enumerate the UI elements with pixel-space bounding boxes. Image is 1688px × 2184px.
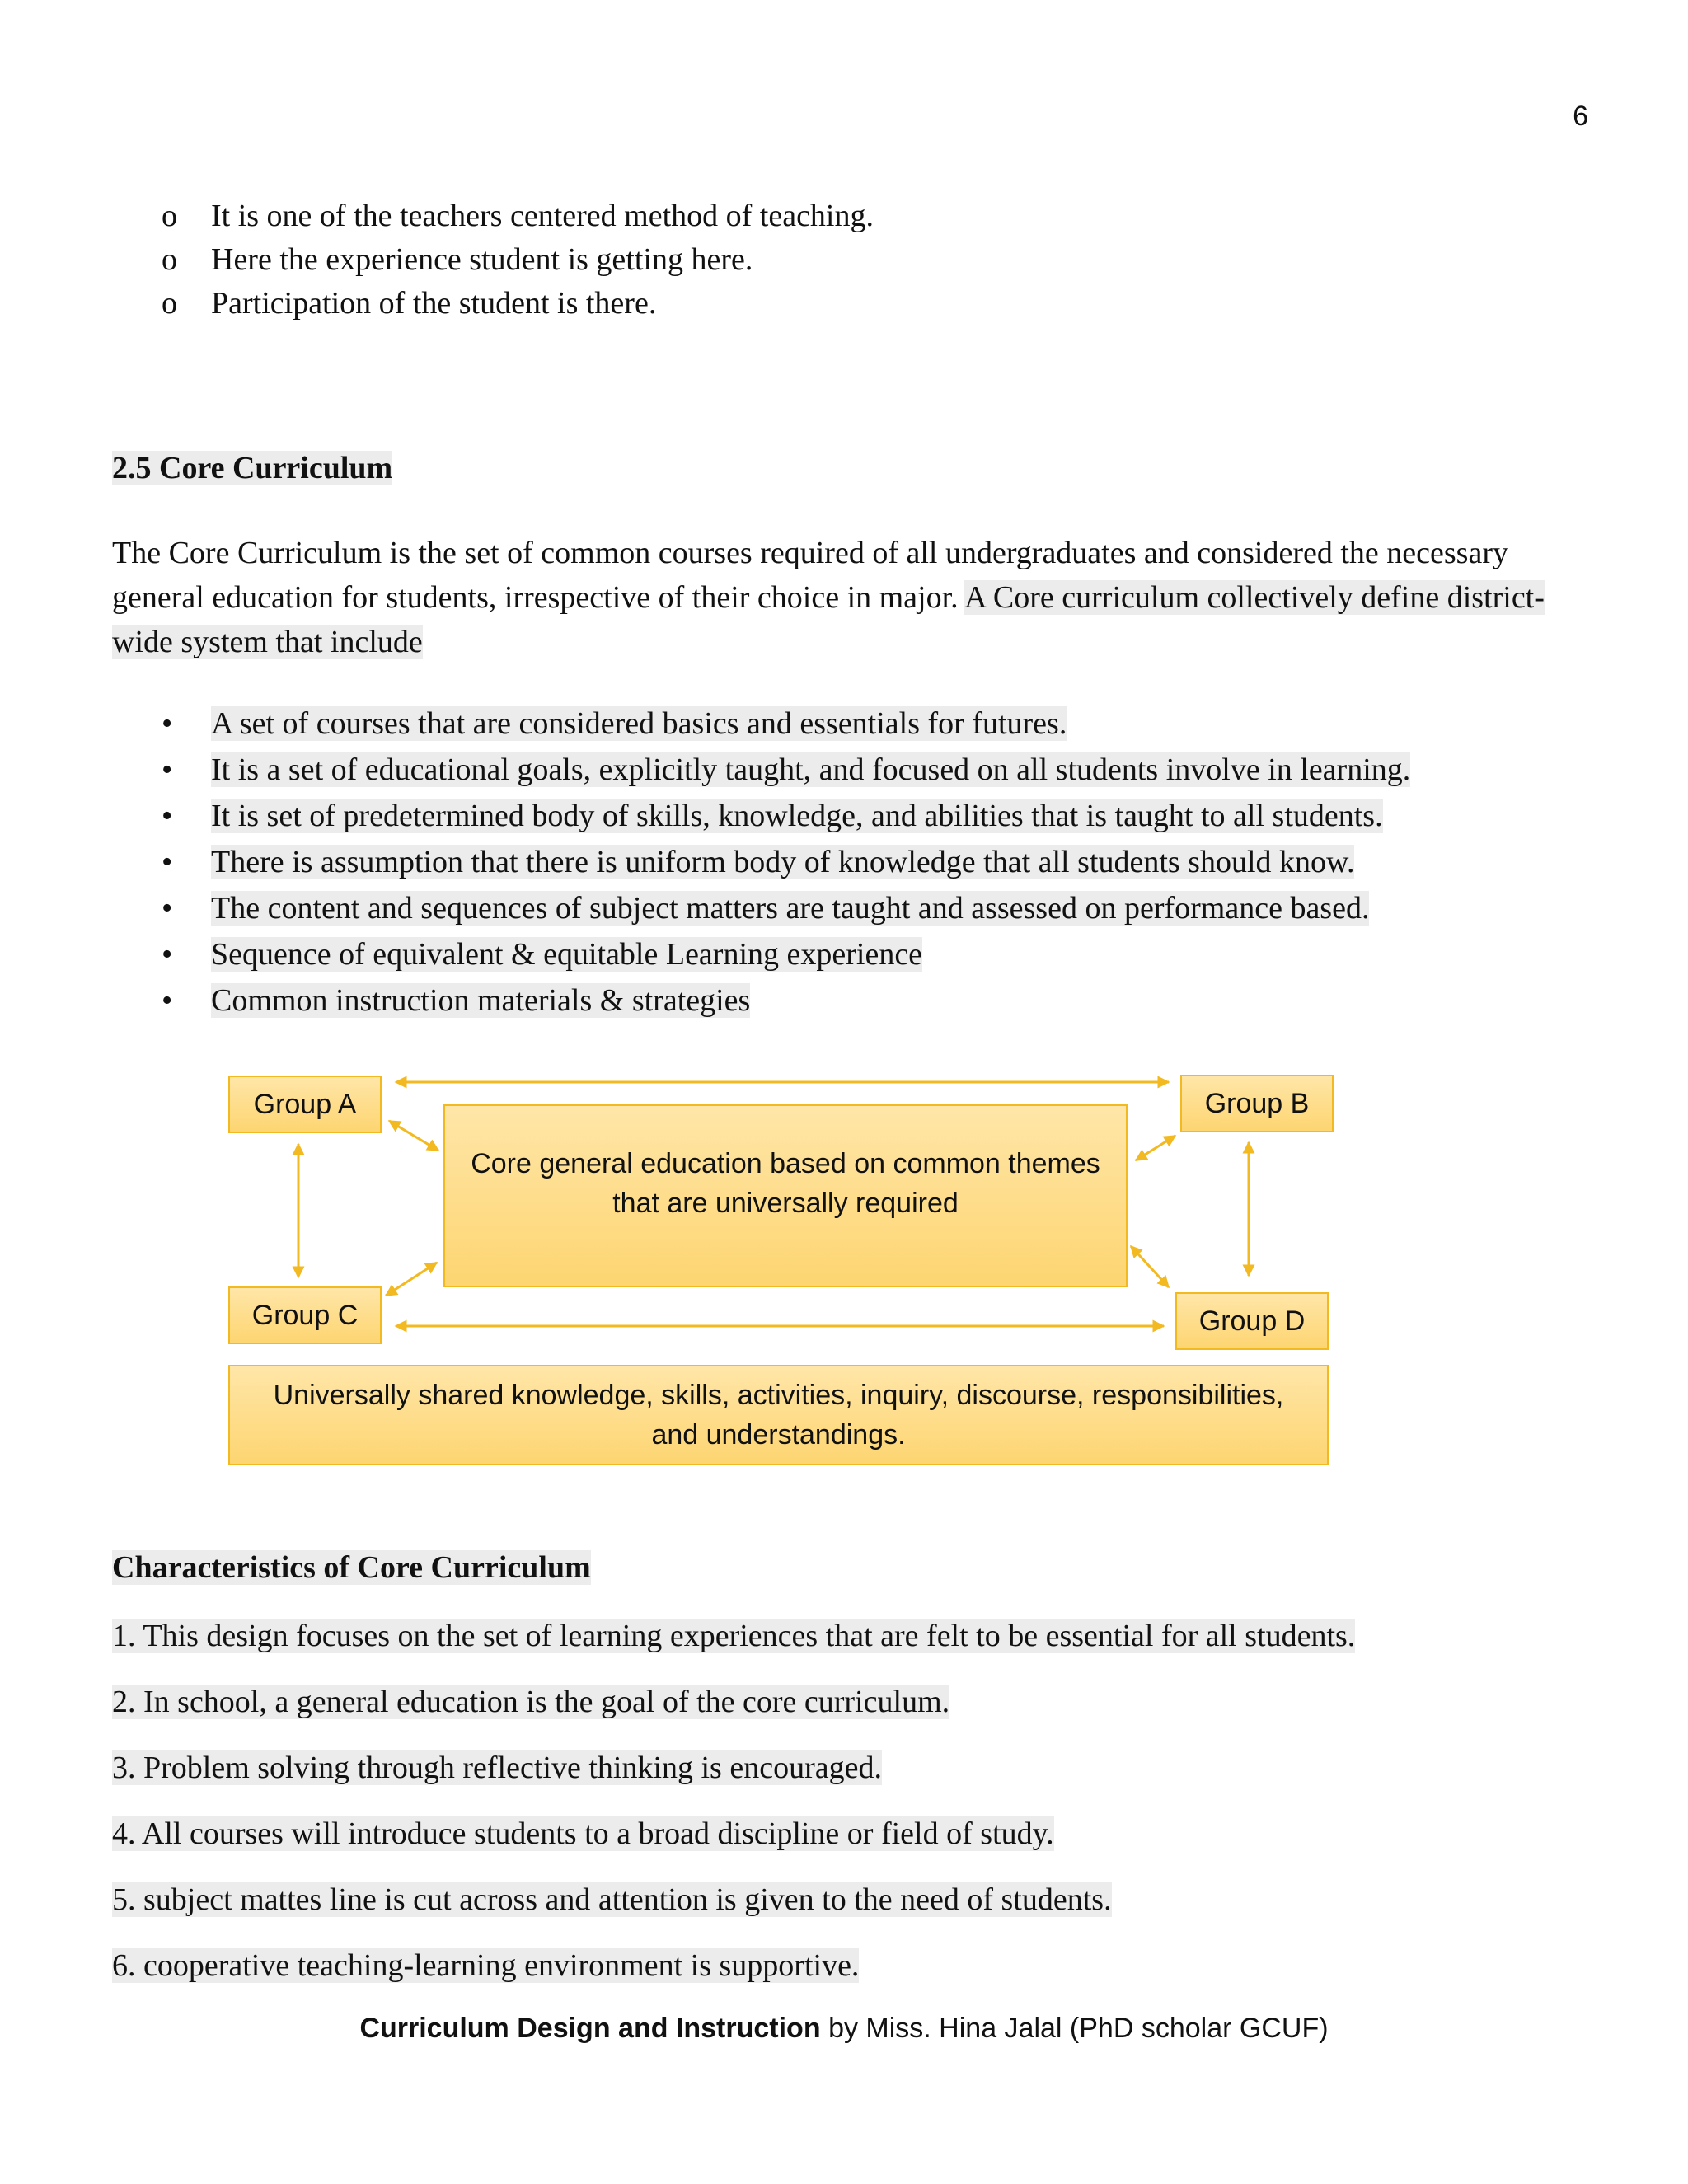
list-item: Here the experience student is getting here. [211,242,753,277]
arrow-d-center [1131,1246,1169,1287]
arrow-a-center [389,1121,438,1151]
group-d-box: Group D [1175,1292,1329,1350]
list-item: The content and sequences of subject matters are taught and assessed on performance based. [211,891,1370,926]
list-item: 4. All courses will introduce students to a broad discipline or field of study. [112,1816,1054,1851]
bullet: • [162,937,173,972]
bullet: • [162,799,173,833]
list-item: 2. In school, a general education is the goal of the core curriculum. [112,1685,950,1719]
bullet: • [162,845,173,879]
arrow-c-center [386,1263,437,1296]
group-a-box: Group A [228,1076,382,1133]
list-item: Participation of the student is there. [211,286,657,321]
section-heading: 2.5 Core Curriculum [112,451,393,485]
arrow-b-center [1136,1136,1175,1160]
footer-byline: by Miss. Hina Jalal (PhD scholar GCUF) [828,2013,1329,2044]
list-item: 3. Problem solving through reflective thinking is encouraged. [112,1750,882,1785]
group-c-box: Group C [228,1286,382,1344]
bullet: • [162,983,173,1018]
list-item: It is a set of educational goals, explicitly taught, and focused on all students involve in learning. [211,752,1411,787]
bullet: • [162,752,173,787]
group-b-box: Group B [1180,1075,1334,1132]
paragraph-highlight: A Core curriculum collectively define district-wide system that include [112,580,1545,659]
characteristics-heading: Characteristics of Core Curriculum [112,1550,591,1585]
list-marker: o [162,286,177,321]
bullet: • [162,706,173,741]
page-number: 6 [1573,101,1588,132]
paragraph-text: The Core Curriculum is the set of common courses required of all undergraduates and considered the necessary general education for students, irrespective of their choice in major. [112,536,1508,615]
list-item: 5. subject mattes line is cut across and attention is given to the need of students. [112,1882,1112,1917]
shared-knowledge-box: Universally shared knowledge, skills, activities, inquiry, discourse, responsibilities, and understandings. [228,1365,1329,1465]
list-item: It is one of the teachers centered method of teaching. [211,199,874,233]
list-item: Common instruction materials & strategies [211,983,751,1018]
list-marker: o [162,199,177,233]
list-item: 6. cooperative teaching-learning environment is supportive. [112,1948,860,1983]
list-item: It is set of predetermined body of skills, knowledge, and abilities that is taught to all students. [211,799,1383,833]
page-footer [0,2013,1688,2045]
list-marker: o [162,242,177,277]
list-item: 1. This design focuses on the set of learning experiences that are felt to be essential for all students. [112,1619,1356,1653]
list-item: Sequence of equivalent & equitable Learning experience [211,937,923,972]
footer-title: Curriculum Design and Instruction [359,2013,821,2044]
list-item: A set of courses that are considered basics and essentials for futures. [211,706,1067,741]
list-item: There is assumption that there is uniform body of knowledge that all students should know. [211,845,1355,879]
core-center-box: Core general education based on common themes that are universally required [443,1104,1128,1287]
bullet: • [162,891,173,926]
